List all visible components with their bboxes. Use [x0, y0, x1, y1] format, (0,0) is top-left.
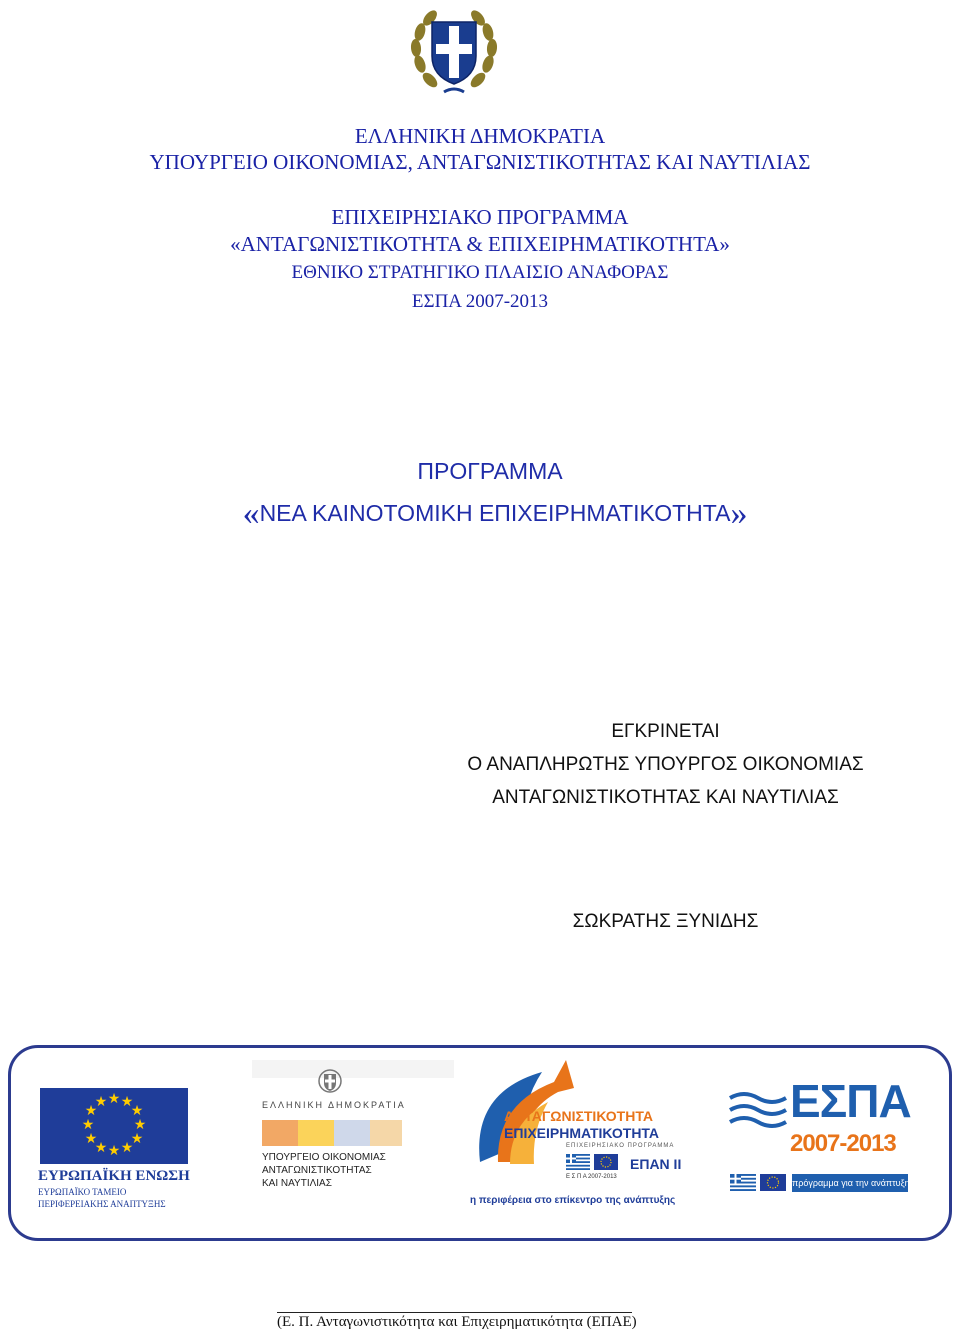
svg-text:★: ★	[94, 1140, 108, 1156]
epan-title-1: ΑΝΤΑΓΩΝΙΣΤΙΚΟΤΗΤΑ	[504, 1108, 653, 1124]
eu-logo	[38, 1088, 198, 1214]
espa-title: ΕΣΠΑ	[790, 1075, 911, 1127]
program-title	[0, 495, 960, 533]
epan-logo	[462, 1052, 698, 1218]
program-quote-open: «	[242, 495, 260, 532]
svg-text:★: ★	[120, 1094, 134, 1110]
ministry-name-1: ΥΠΟΥΡΓΕΙΟ ΟΙΚΟΝΟΜΙΑΣ	[262, 1152, 386, 1163]
ministry-top-band	[252, 1060, 454, 1078]
espa-logo	[728, 1075, 918, 1198]
ministry-logo	[252, 1060, 454, 1200]
eu-fund: ΕΥΡΩΠΑΪΚΟ ΤΑΜΕΙΟ	[38, 1187, 127, 1197]
espa-waves-icon	[728, 1080, 788, 1140]
svg-text:★: ★	[84, 1103, 98, 1119]
header-op-title: ΕΠΙΧΕΙΡΗΣΙΑΚΟ ΠΡΟΓΡΑΜΜΑ	[331, 205, 629, 229]
approval-ministry: ΑΝΤΑΓΩΝΙΣΤΙΚΟΤΗΤΑΣ ΚΑΙ ΝΑΥΤΙΛΙΑΣ	[492, 787, 839, 808]
eu-title: ΕΥΡΩΠΑΪΚΗ ΕΝΩΣΗ	[38, 1168, 190, 1184]
header-op-name: «ΑΝΤΑΓΩΝΙΣΤΙΚΟΤΗΤΑ & ΕΠΙΧΕΙΡΗΜΑΤΙΚΟΤΗΤΑ»	[230, 232, 730, 256]
svg-text:★: ★	[84, 1131, 98, 1147]
espa-greek-flag-icon	[730, 1174, 756, 1191]
svg-text:★: ★	[130, 1131, 144, 1147]
espa-eu-flag-icon	[760, 1174, 786, 1191]
eu-fund-regional: ΠΕΡΙΦΕΡΕΙΑΚΗΣ ΑΝΑΠΤΥΞΗΣ	[38, 1199, 166, 1209]
ministry-country: ΕΛΛΗΝΙΚΗ ΔΗΜΟΚΡΑΤΙΑ	[262, 1100, 406, 1110]
epan-slogan: η περιφέρεια στο επίκεντρο της ανάπτυξης	[470, 1195, 676, 1206]
epan-greek-flag-icon	[566, 1154, 590, 1170]
svg-text:★: ★	[133, 1117, 147, 1133]
espa-slogan-band	[792, 1174, 908, 1192]
header-ministry: ΥΠΟΥΡΓΕΙΟ ΟΙΚΟΝΟΜΙΑΣ, ΑΝΤΑΓΩΝΙΣΤΙΚΟΤΗΤΑΣ ΚΑΙ ΝΑΥΤΙΛΙΑΣ	[149, 150, 811, 174]
espa-slogan: πρόγραμμα για την ανάπτυξη	[792, 1178, 910, 1188]
epan-eu-flag-icon	[594, 1154, 618, 1170]
svg-text:★: ★	[107, 1143, 121, 1159]
program-title-text: ΝΕΑ ΚΑΙΝΟΤΟΜΙΚΗ ΕΠΙΧΕΙΡΗΜΑΤΙΚΟΤΗΤΑ	[259, 500, 731, 526]
header-espa: ΕΣΠΑ 2007-2013	[411, 291, 549, 312]
espa-years: 2007-2013	[790, 1130, 896, 1157]
svg-text:★: ★	[94, 1094, 108, 1110]
epan-title-2: ΕΠΙΧΕΙΡΗΜΑΤΙΚΟΤΗΤΑ	[504, 1125, 660, 1141]
svg-text:★: ★	[107, 1091, 121, 1107]
ministry-name-3: ΚΑΙ ΝΑΥΤΙΛΙΑΣ	[262, 1178, 332, 1189]
ministry-emblem-icon	[318, 1068, 342, 1094]
program-label: ΠΡΟΓΡΑΜΜΑ	[417, 458, 563, 484]
footer-caption: (Ε. Π. Ανταγωνιστικότητα και Επιχειρηματικότητα (ΕΠΑΕ)	[277, 1314, 637, 1330]
ministry-name-2: ΑΝΤΑΓΩΝΙΣΤΙΚΟΤΗΤΑΣ	[262, 1165, 372, 1176]
ministry-color-bar	[262, 1120, 402, 1146]
svg-text:★: ★	[81, 1117, 95, 1133]
svg-text:★: ★	[130, 1103, 144, 1119]
approval-label: ΕΓΚΡΙΝΕΤΑΙ	[611, 721, 720, 742]
approval-minister: Ο ΑΝΑΠΛΗΡΩΤΗΣ ΥΠΟΥΡΓΟΣ ΟΙΚΟΝΟΜΙΑΣ	[467, 754, 864, 775]
approval-signatory: ΣΩΚΡΑΤΗΣ ΞΥΝΙΔΗΣ	[572, 911, 759, 932]
epan-code: ΕΠΑΝ ΙΙ	[630, 1156, 682, 1172]
svg-text:★: ★	[120, 1140, 134, 1156]
eu-flag	[40, 1088, 188, 1164]
epan-espa-label: Ε Σ Π Α 2007-2013	[566, 1174, 617, 1180]
greek-coat-of-arms	[406, 4, 502, 100]
program-quote-close: »	[730, 495, 748, 532]
epan-subtitle: ΕΠΙΧΕΙΡΗΣΙΑΚΟ ΠΡΟΓΡΑΜΜΑ	[566, 1143, 675, 1149]
header-nsrf: ΕΘΝΙΚΟ ΣΤΡΑΤΗΓΙΚΟ ΠΛΑΙΣΙΟ ΑΝΑΦΟΡΑΣ	[291, 262, 669, 283]
header-republic: ΕΛΛΗΝΙΚΗ ΔΗΜΟΚΡΑΤΙΑ	[354, 124, 606, 148]
